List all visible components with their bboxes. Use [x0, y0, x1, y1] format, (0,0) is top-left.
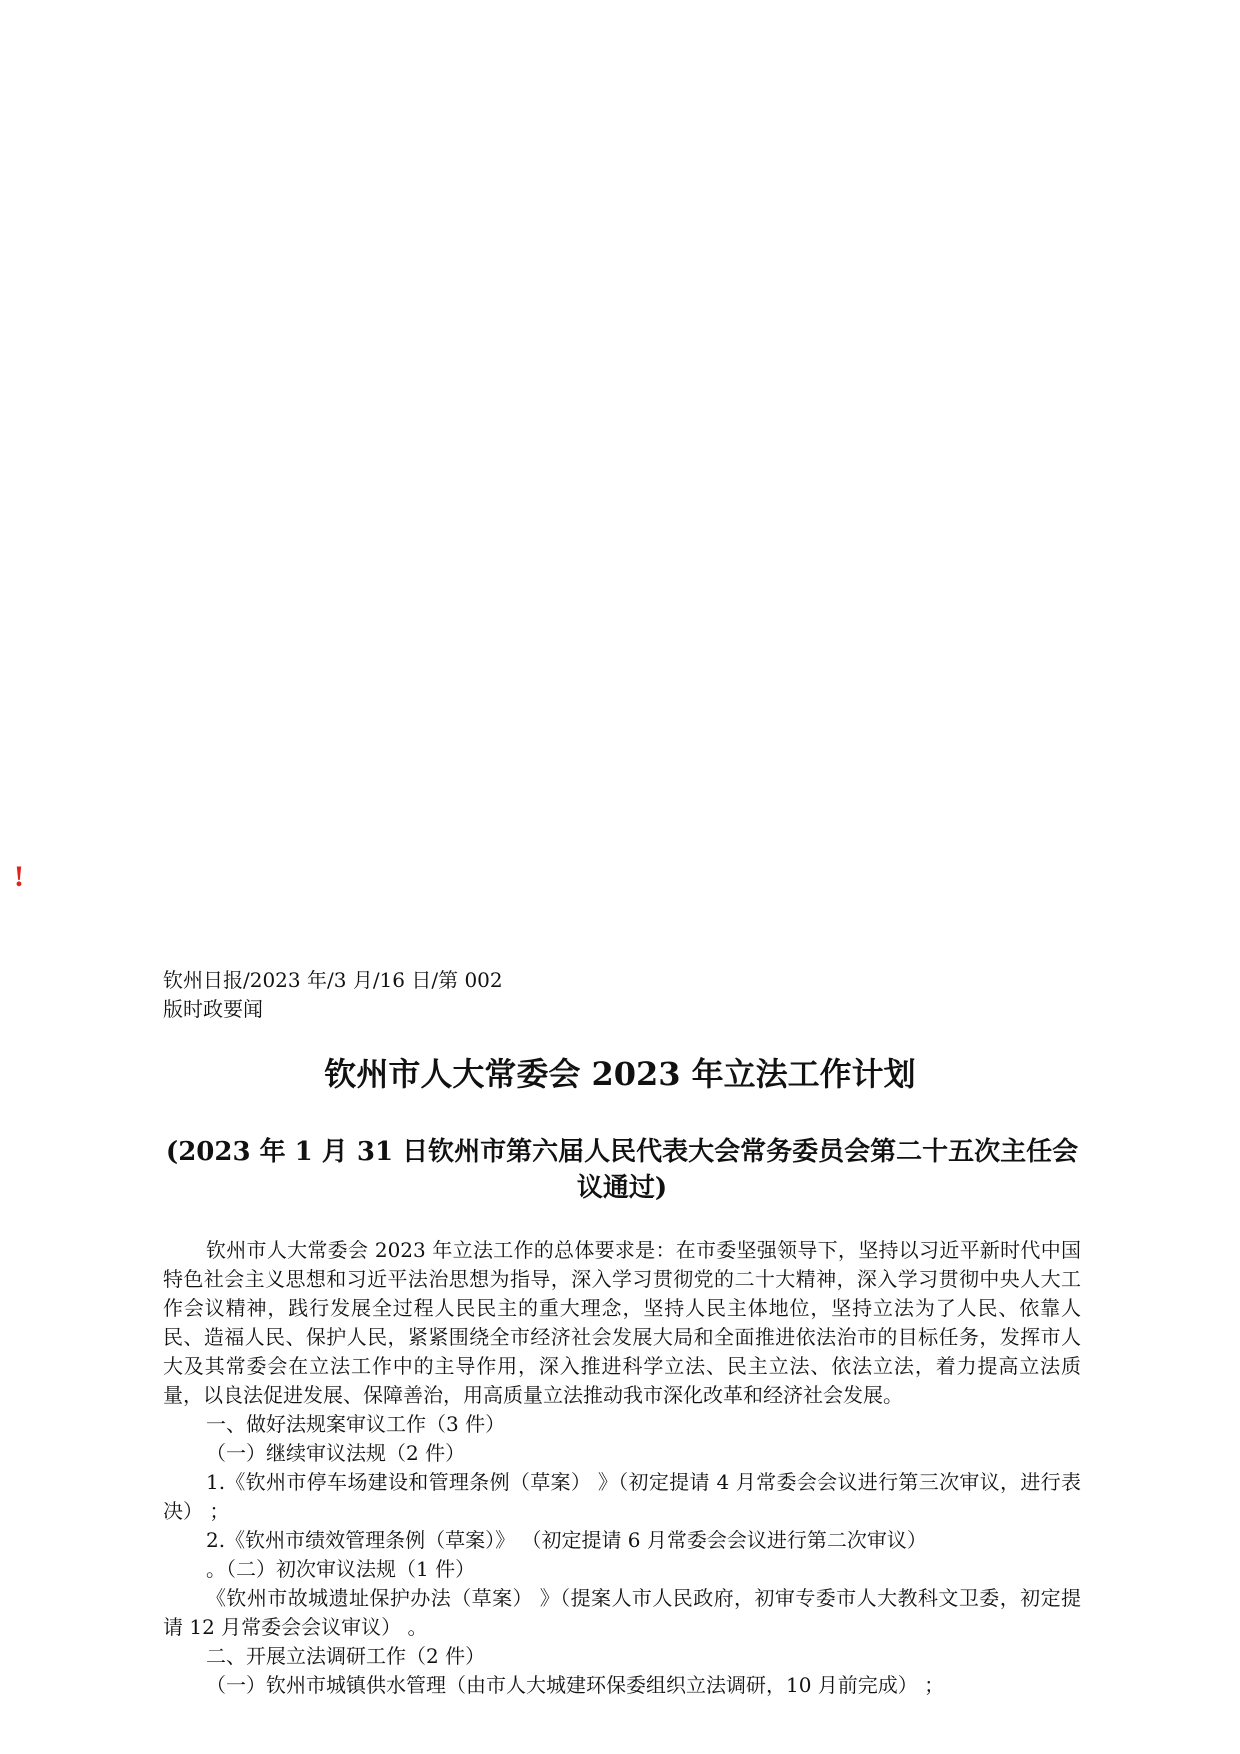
source-line-2: 版时政要闻	[163, 997, 263, 1021]
document-title: 钦州市人大常委会 2023 年立法工作计划	[324, 1055, 916, 1093]
warning-mark: !	[14, 860, 24, 893]
intro-paragraph: 钦州市人大常委会 2023 年立法工作的总体要求是：在市委坚强领导下，坚持以习近平新时代中国特色社会主义思想和习近平法治思想为指导，深入学习贯彻党的二十大精神，深入学习贯彻中央人大工作会议精神，践行发展全过程人民民主的重大理念，坚持人民主体地位，坚持立法为了人民、依靠人民、造福人民、保护人民，紧紧围绕全市经济社会发展大局和全面推进依法治市的目标任务，发挥市人大及其常委会在立法工作中的主导作用，深入推进科学立法、民主立法、依法立法，着力提高立法质量，以良法促进发展、保障善治，用高质量立法推动我市深化改革和经济社会发展。	[163, 1238, 1081, 1407]
source-line-1: 钦州日报/2023 年/3 月/16 日/第 002	[163, 968, 503, 992]
source-line	[163, 966, 583, 1024]
section-heading-1: 一、做好法规案审议工作（3 件）	[206, 1412, 506, 1436]
section-heading-2: 二、开展立法调研工作（2 件）	[206, 1644, 486, 1668]
list-item-1: 1.《钦州市停车场建设和管理条例（草案） 》（初定提请 4 月常委会会议进行第三次审议，进行表决） ；	[163, 1470, 1081, 1523]
subsection-heading-1-2: 。（二）初次审议法规（1 件）	[206, 1557, 476, 1581]
document-body	[163, 1236, 1081, 1700]
list-item-2: 2.《钦州市绩效管理条例（草案）》 （初定提请 6 月常委会会议进行第二次审议）	[206, 1528, 927, 1552]
list-item-3: 《钦州市故城遗址保护办法（草案） 》（提案人市人民政府，初审专委市人大教科文卫委，初定提请 12 月常委会会议审议） 。	[163, 1586, 1081, 1639]
subsection-heading-2-1: （一）钦州市城镇供水管理（由市人大城建环保委组织立法调研，10 月前完成） ；	[206, 1673, 945, 1697]
document-subtitle: (2023 年 1 月 31 日钦州市第六届人民代表大会常务委员会第二十五次主任会议通过)	[165, 1137, 1079, 1203]
subsection-heading-1-1: （一）继续审议法规（2 件）	[206, 1441, 466, 1465]
